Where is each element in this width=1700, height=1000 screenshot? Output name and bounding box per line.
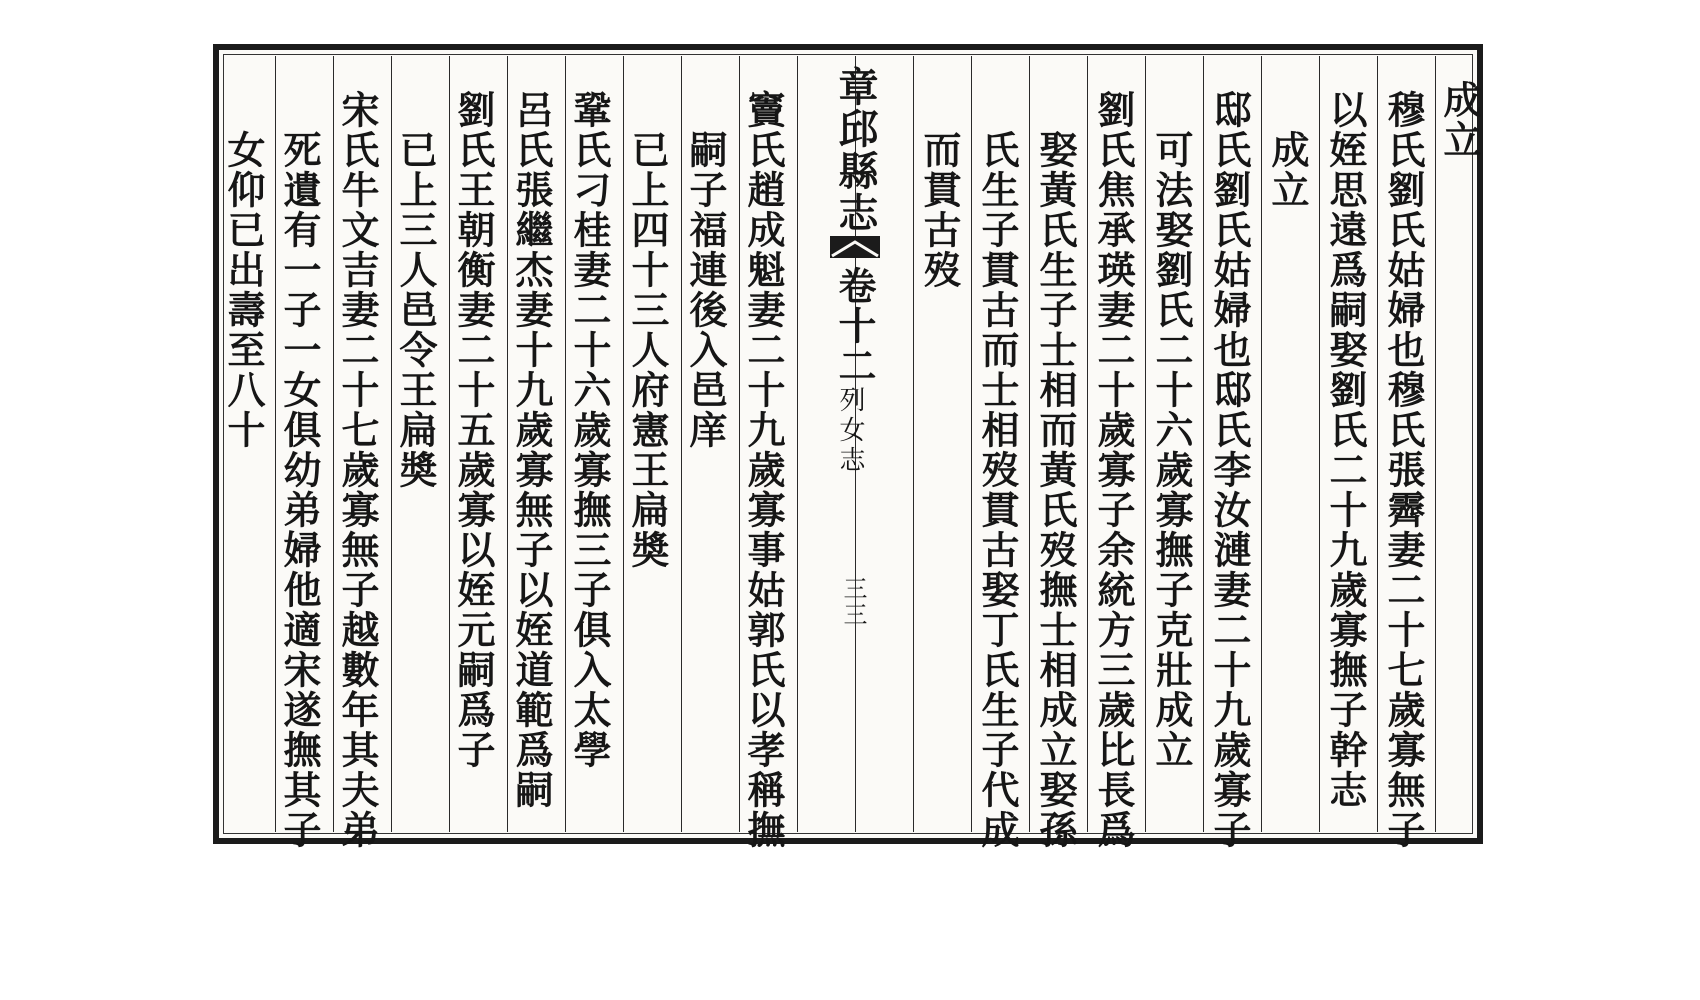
column-rule xyxy=(275,56,276,832)
column-rule xyxy=(1435,56,1436,832)
section-label: 列女志 xyxy=(835,386,865,476)
column-rule xyxy=(739,56,740,832)
column-rule xyxy=(565,56,566,832)
column-rule xyxy=(1145,56,1146,832)
column-rule xyxy=(449,56,450,832)
column-rule xyxy=(1377,56,1378,832)
column-rule xyxy=(507,56,508,832)
text-column: 以姪思遠爲嗣娶劉氏二十九歲寡撫子幹志 xyxy=(1323,90,1368,810)
column-rule xyxy=(913,56,914,832)
book-title: 章邱縣志 xyxy=(832,66,879,234)
text-column: 可法娶劉氏二十六歲寡撫子克壯成立 xyxy=(1149,130,1194,770)
column-rule xyxy=(1029,56,1030,832)
center-fold-column xyxy=(797,56,913,832)
column-rule xyxy=(623,56,624,832)
text-column: 已上四十三人府憲王扁奬 xyxy=(625,130,670,570)
text-column: 死遺有一子一女俱幼弟婦他適宋遂撫其子 xyxy=(277,130,322,850)
text-column: 已上三人邑令王扁奬 xyxy=(393,130,438,490)
text-column: 氏生子貫古而士相歿貫古娶丁氏生子代成 xyxy=(975,130,1020,850)
column-rule xyxy=(681,56,682,832)
text-column: 穆氏劉氏姑婦也穆氏張霽妻二十七歲寡無子 xyxy=(1381,90,1426,850)
column-rule xyxy=(1087,56,1088,832)
volume-label: 卷十二 xyxy=(832,266,877,386)
fishtail-icon xyxy=(830,236,880,258)
text-column: 劉氏焦承瑛妻二十歲寡子余統方三歲比長爲 xyxy=(1091,90,1136,850)
text-column: 竇氏趙成魁妻二十九歲寡事姑郭氏以孝稱撫 xyxy=(741,90,786,850)
text-column: 女仰已出壽至八十 xyxy=(221,130,266,450)
text-column: 而貫古歿 xyxy=(917,130,962,290)
column-rule xyxy=(1203,56,1204,832)
text-column: 劉氏王朝衡妻二十五歲寡以姪元嗣爲子 xyxy=(451,90,496,770)
column-rule xyxy=(971,56,972,832)
text-column: 成立 xyxy=(1265,130,1310,210)
text-column: 成立 xyxy=(1437,80,1482,160)
text-column: 呂氏張繼杰妻十九歲寡無子以姪道範爲嗣 xyxy=(509,90,554,810)
text-column: 邸氏劉氏姑婦也邸氏李汝漣妻二十九歲寡子 xyxy=(1207,90,1252,850)
column-rule xyxy=(391,56,392,832)
text-column: 娶黃氏生子士相而黃氏歿撫士相成立娶孫 xyxy=(1033,130,1078,850)
page-frame xyxy=(213,44,1483,850)
column-rule xyxy=(1319,56,1320,832)
text-column: 宋氏牛文吉妻二十七歲寡無子越數年其夫弟 xyxy=(335,90,380,850)
column-rule xyxy=(333,56,334,832)
column-rule xyxy=(1261,56,1262,832)
page-number: 三三 xyxy=(839,576,867,628)
text-column: 鞏氏刁桂妻二十六歲寡撫三子俱入太學 xyxy=(567,90,612,770)
text-column: 嗣子福連後入邑庠 xyxy=(683,130,728,450)
